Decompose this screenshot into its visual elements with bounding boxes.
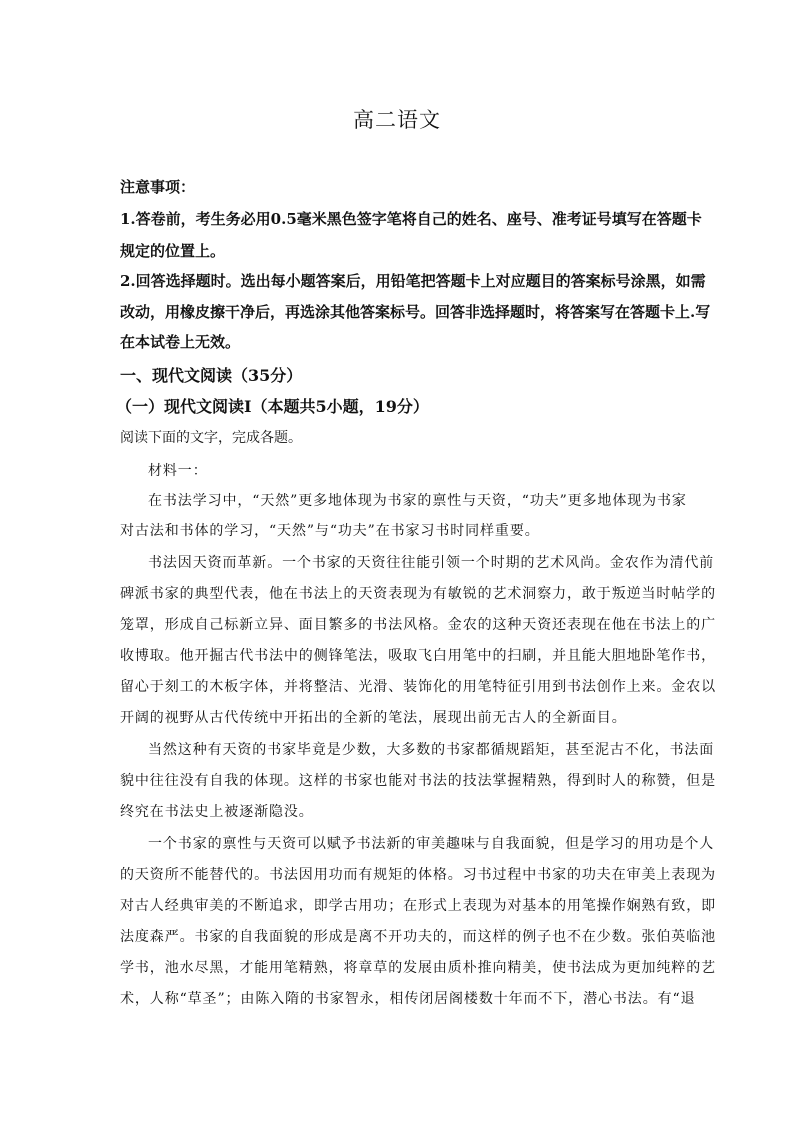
paragraph-line: 在书法学习中，“天然”更多地体现为书家的禀性与天资，“功夫”更多地体现为书家: [148, 493, 687, 509]
notice-item-2-line-2: 改动，用橡皮擦干净后，再选涂其他答案标号。回答非选择题时，将答案写在答题卡上.写: [120, 303, 711, 321]
section-heading: 一、现代文阅读（35分）: [120, 366, 303, 385]
notice-item-2-line-3: 在本试卷上无效。: [120, 333, 241, 351]
paragraph-line: 书法因天资而革新。一个书家的天资往往能引领一个时期的艺术风尚。金农作为清代前: [148, 555, 715, 571]
paragraph-line: 开阔的视野从古代传统中开拓出的全新的笔法，展现出前无古人的全新面目。: [120, 710, 627, 726]
paragraph-line: 的天资所不能替代的。书法因用功而有规矩的体格。习书过程中书家的功夫在审美上表现为: [120, 867, 716, 883]
paragraph-line: 笼罩，形成自己标新立异、面目繁多的书法风格。金农的这种天资还表现在他在书法上的广: [120, 617, 716, 633]
paragraph-line: 对古人经典审美的不断追求，即学古用功；在形式上表现为对基本的用笔操作娴熟有致，即: [120, 898, 716, 914]
paragraph-line: 法度森严。书家的自我面貌的形成是离不开功夫的，而这样的例子也不在少数。张伯英临池: [120, 929, 716, 945]
notice-item-1-line-1: 1.答卷前，考生务必用0.5毫米黑色签字笔将自己的姓名、座号、准考证号填写在答题卡: [120, 210, 702, 228]
material-label: 材料一：: [148, 463, 208, 479]
page-title: 高二语文: [353, 108, 441, 132]
paragraph-line: 貌中往往没有自我的体现。这样的书家也能对书法的技法掌握精熟，得到时人的称赞，但是: [120, 773, 716, 789]
paragraph-line: 术，人称“草圣”；由陈入隋的书家智永，相传闭居阁楼数十年而不下，潜心书法。有“退: [120, 991, 696, 1007]
paragraph-line: 一个书家的禀性与天资可以赋予书法新的审美趣味与自我面貌，但是学习的用功是个人: [148, 836, 715, 852]
paragraph-line: 碑派书家的典型代表，他在书法上的天资表现为有敏锐的艺术洞察力，敢于叛逆当时帖学的: [120, 586, 716, 602]
instruction-text: 阅读下面的文字，完成各题。: [120, 430, 302, 446]
paragraph-line: 终究在书法史上被逐渐隐没。: [120, 804, 314, 820]
paragraph-line: 对古法和书体的学习，“天然”与“功夫”在书家习书时同样重要。: [120, 523, 540, 539]
notice-heading: 注意事项：: [120, 178, 196, 196]
notice-item-2-line-1: 2.回答选择题时。选出每小题答案后，用铅笔把答题卡上对应题目的答案标号涂黑，如需: [120, 272, 706, 290]
subsection-heading: （一）现代文阅读Ⅰ（本题共5小题，19分）: [116, 397, 429, 416]
paragraph-line: 当然这种有天资的书家毕竟是少数，大多数的书家都循规蹈矩，甚至泥古不化，书法面: [148, 742, 715, 758]
paragraph-line: 留心于刻工的木板字体，并将整洁、光滑、装饰化的用笔特征引用到书法创作上来。金农以: [120, 679, 716, 695]
notice-item-1-line-2: 规定的位置上。: [120, 242, 226, 260]
paragraph-line: 收博取。他开掘古代书法中的侧锋笔法，吸取飞白用笔中的扫刷，并且能大胆地卧笔作书，: [120, 648, 716, 664]
paragraph-line: 学书，池水尽黑，才能用笔精熟，将章草的发展由质朴推向精美，使书法成为更加纯粹的艺: [120, 960, 716, 976]
